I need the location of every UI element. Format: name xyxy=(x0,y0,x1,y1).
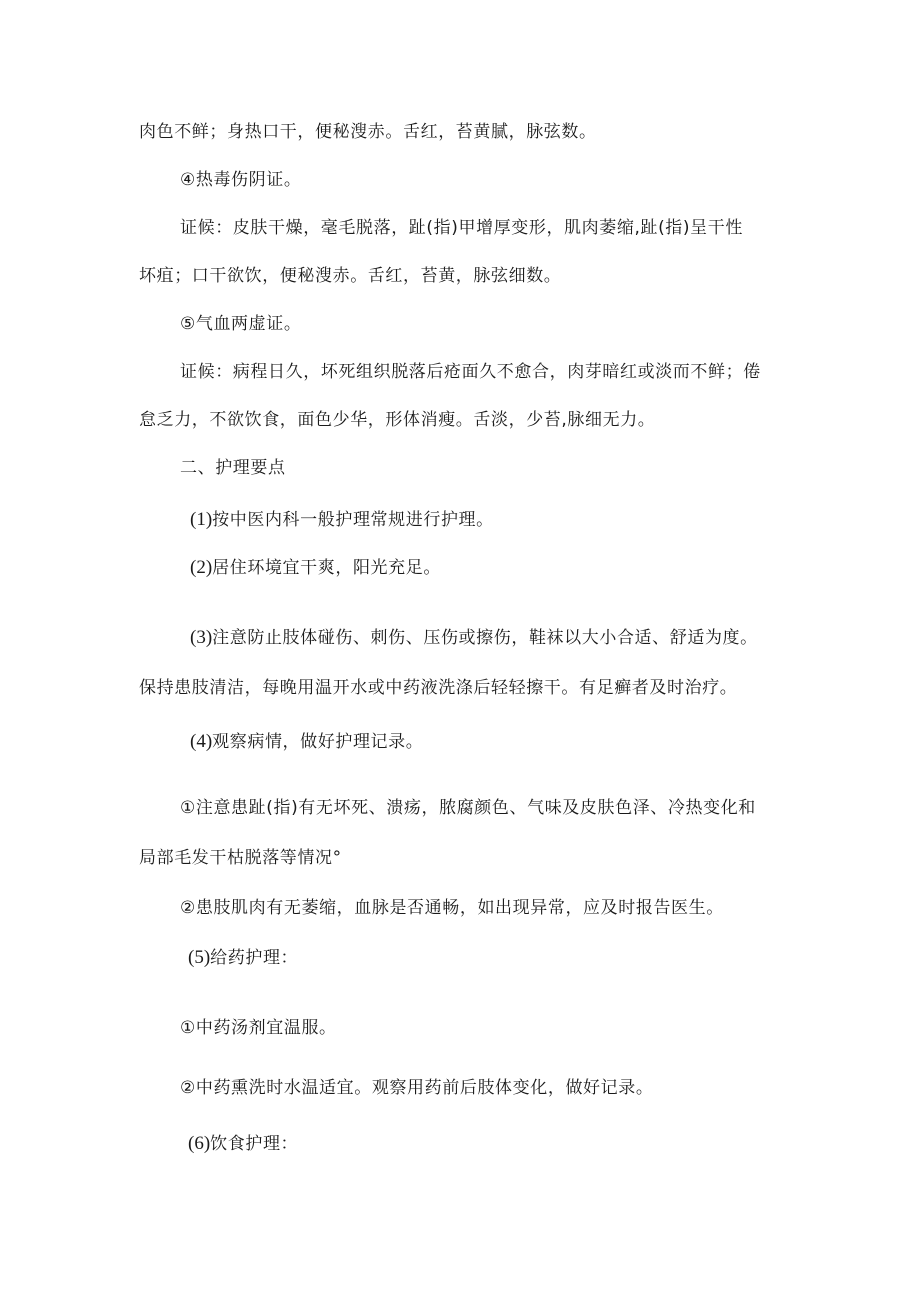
paragraph-line: 怠乏力，不欲饮食，面色少华，形体消瘦。舌淡，少苔,脉细无力。 xyxy=(139,410,656,430)
paragraph-line: 保持患肢清洁，每晚用温开水或中药液洗涤后轻轻擦干。有足癣者及时治疗。 xyxy=(139,678,738,698)
paragraph-line: 证候：皮肤干燥，毫毛脱落，趾(指)甲增厚变形，肌肉萎缩,趾(指)呈干性 xyxy=(180,218,743,238)
item-text: 观察病情，做好护理记录。 xyxy=(212,732,424,752)
item-number: (5) xyxy=(188,947,211,968)
paragraph-line: ②中药熏洗时水温适宜。观察用药前后肢体变化，做好记录。 xyxy=(180,1078,654,1098)
numbered-item xyxy=(188,1132,298,1156)
item-number: (4) xyxy=(190,731,213,752)
item-number: (3) xyxy=(190,627,213,648)
paragraph-line: 坏疽；口干欲饮，便秘溲赤。舌红，苔黄，脉弦细数。 xyxy=(139,266,562,286)
item-number: (6) xyxy=(188,1133,211,1154)
paragraph-line: ②患肢肌肉有无萎缩，血脉是否通畅，如出现异常，应及时报告医生。 xyxy=(180,898,724,918)
chapter-heading: 二、护理要点 xyxy=(180,458,286,478)
section-heading: ⑤气血两虚证。 xyxy=(180,314,302,334)
item-text: 按中医内科一般护理常规进行护理。 xyxy=(212,510,494,530)
section-heading: ④热毒伤阴证。 xyxy=(180,170,302,190)
paragraph-line: ①中药汤剂宜温服。 xyxy=(180,1018,337,1038)
item-text: 给药护理： xyxy=(210,948,299,968)
item-text: 注意防止肢体碰伤、刺伤、压伤或擦伤，鞋袜以大小合适、舒适为度。 xyxy=(212,628,758,648)
numbered-item xyxy=(190,730,423,754)
paragraph-line: 肉色不鲜；身热口干，便秘溲赤。舌红，苔黄腻，脉弦数。 xyxy=(139,122,597,142)
paragraph-line: ①注意患趾(指)有无坏死、溃疡，脓腐颜色、气味及皮肤色泽、冷热变化和 xyxy=(180,798,756,818)
item-number: (2) xyxy=(190,557,213,578)
item-number: (1) xyxy=(190,509,213,530)
item-text: 居住环境宜干爽，阳光充足。 xyxy=(212,558,441,578)
numbered-item xyxy=(190,556,441,580)
numbered-item xyxy=(188,946,298,970)
item-text: 饮食护理： xyxy=(210,1134,299,1154)
numbered-item xyxy=(190,626,758,650)
numbered-item xyxy=(190,508,494,532)
paragraph-line: 证候：病程日久，坏死组织脱落后疮面久不愈合，肉芽暗红或淡而不鲜；倦 xyxy=(180,362,761,382)
paragraph-line: 局部毛发干枯脱落等情况° xyxy=(139,848,342,868)
